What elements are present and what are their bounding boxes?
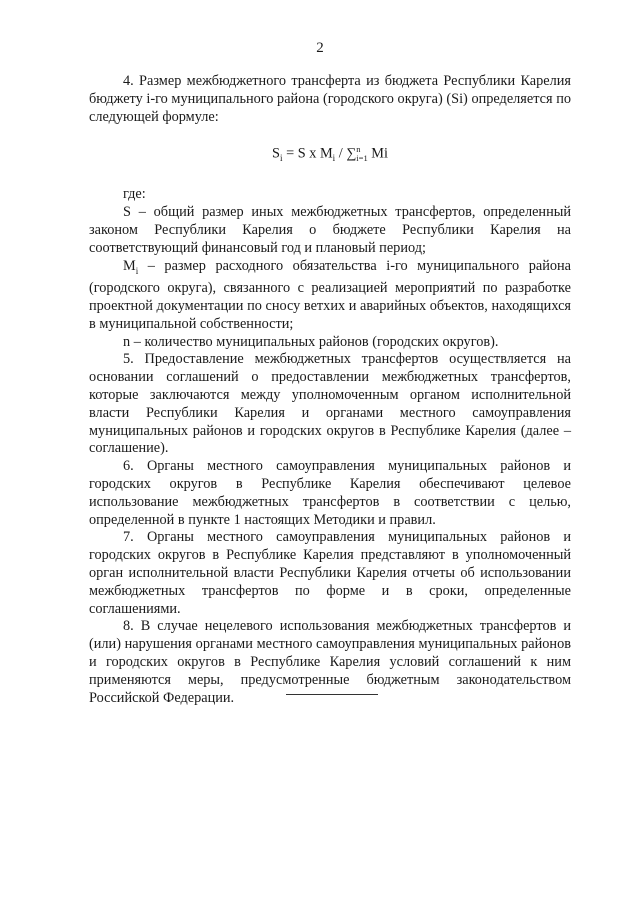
formula-rhs: Mi	[367, 145, 388, 162]
page-number: 2	[316, 40, 324, 56]
formula-lhs: S	[272, 145, 280, 162]
definition-n: n – количество муниципальных районов (городских округов).	[123, 333, 499, 350]
paragraph-5: 5. Предоставление межбюджетных трансфертов осуществляется на основании соглашений о предоставлении межбюджетных трансфертов, которые заключаются между уполномоченным органом исполнительной власти Республики Карелия и органами местного самоуправления муниципальных районов и городских округов в Республике Карелия (далее – соглашение).	[89, 351, 571, 457]
paragraph-7: 7. Органы местного самоуправления муниципальных районов и городских округов в Республике Карелия представляют в уполномоченный орган исполнительной власти Республики Карелия отчеты об использовании межбюджетных трансфертов по форме и в сроки, определенные соглашениями.	[89, 529, 571, 617]
paragraph-6: 6. Органы местного самоуправления муниципальных районов и городских округов в Республике Карелия обеспечивают целевое использование межбюджетных трансфертов в соответствии с целью, определенной в пункте 1 настоящих Методики и правил.	[89, 458, 571, 528]
sum-operator	[346, 145, 367, 163]
formula-mid-sub: i	[332, 153, 336, 164]
mi-label: M	[123, 257, 136, 274]
paragraph-8: 8. В случае нецелевого использования межбюджетных трансфертов и (или) нарушения органами местного самоуправления муниципальных районов и городских округов в Республике Карелия условий соглашений к ним применяются меры, предусмотренные бюджетным законодательством Российской Федерации.	[89, 618, 571, 706]
sum-lower: i=1	[356, 153, 368, 164]
paragraph-4: 4. Размер межбюджетного трансферта из бюджета Республики Карелия бюджету i-го муниципального района (городского округа) (Si) определяется по следующей формуле:	[89, 73, 571, 125]
end-divider	[286, 694, 378, 695]
document-body	[89, 73, 571, 707]
sum-symbol: ∑	[346, 146, 357, 162]
formula-mid: = S x M	[282, 145, 333, 162]
mi-sub: i	[135, 265, 139, 276]
mi-definition-text: – размер расходного обязательства i-го муниципального района (городского округа), связанного с реализацией мероприятий по разработке проектной документации по сносу ветхих и аварийных объектов, находящихся в муниципальной собственности;	[89, 257, 571, 332]
sum-upper: n	[356, 144, 361, 155]
formula-lhs-sub: i	[279, 153, 283, 164]
definition-s: S – общий размер иных межбюджетных трансфертов, определенный законом Республики Карелия о бюджете Республики Карелия на соответствующий финансовый год и плановый период;	[89, 204, 571, 256]
definition-mi	[89, 258, 571, 334]
formula	[89, 145, 571, 168]
where-label: где:	[123, 186, 146, 203]
formula-div: /	[335, 145, 347, 162]
